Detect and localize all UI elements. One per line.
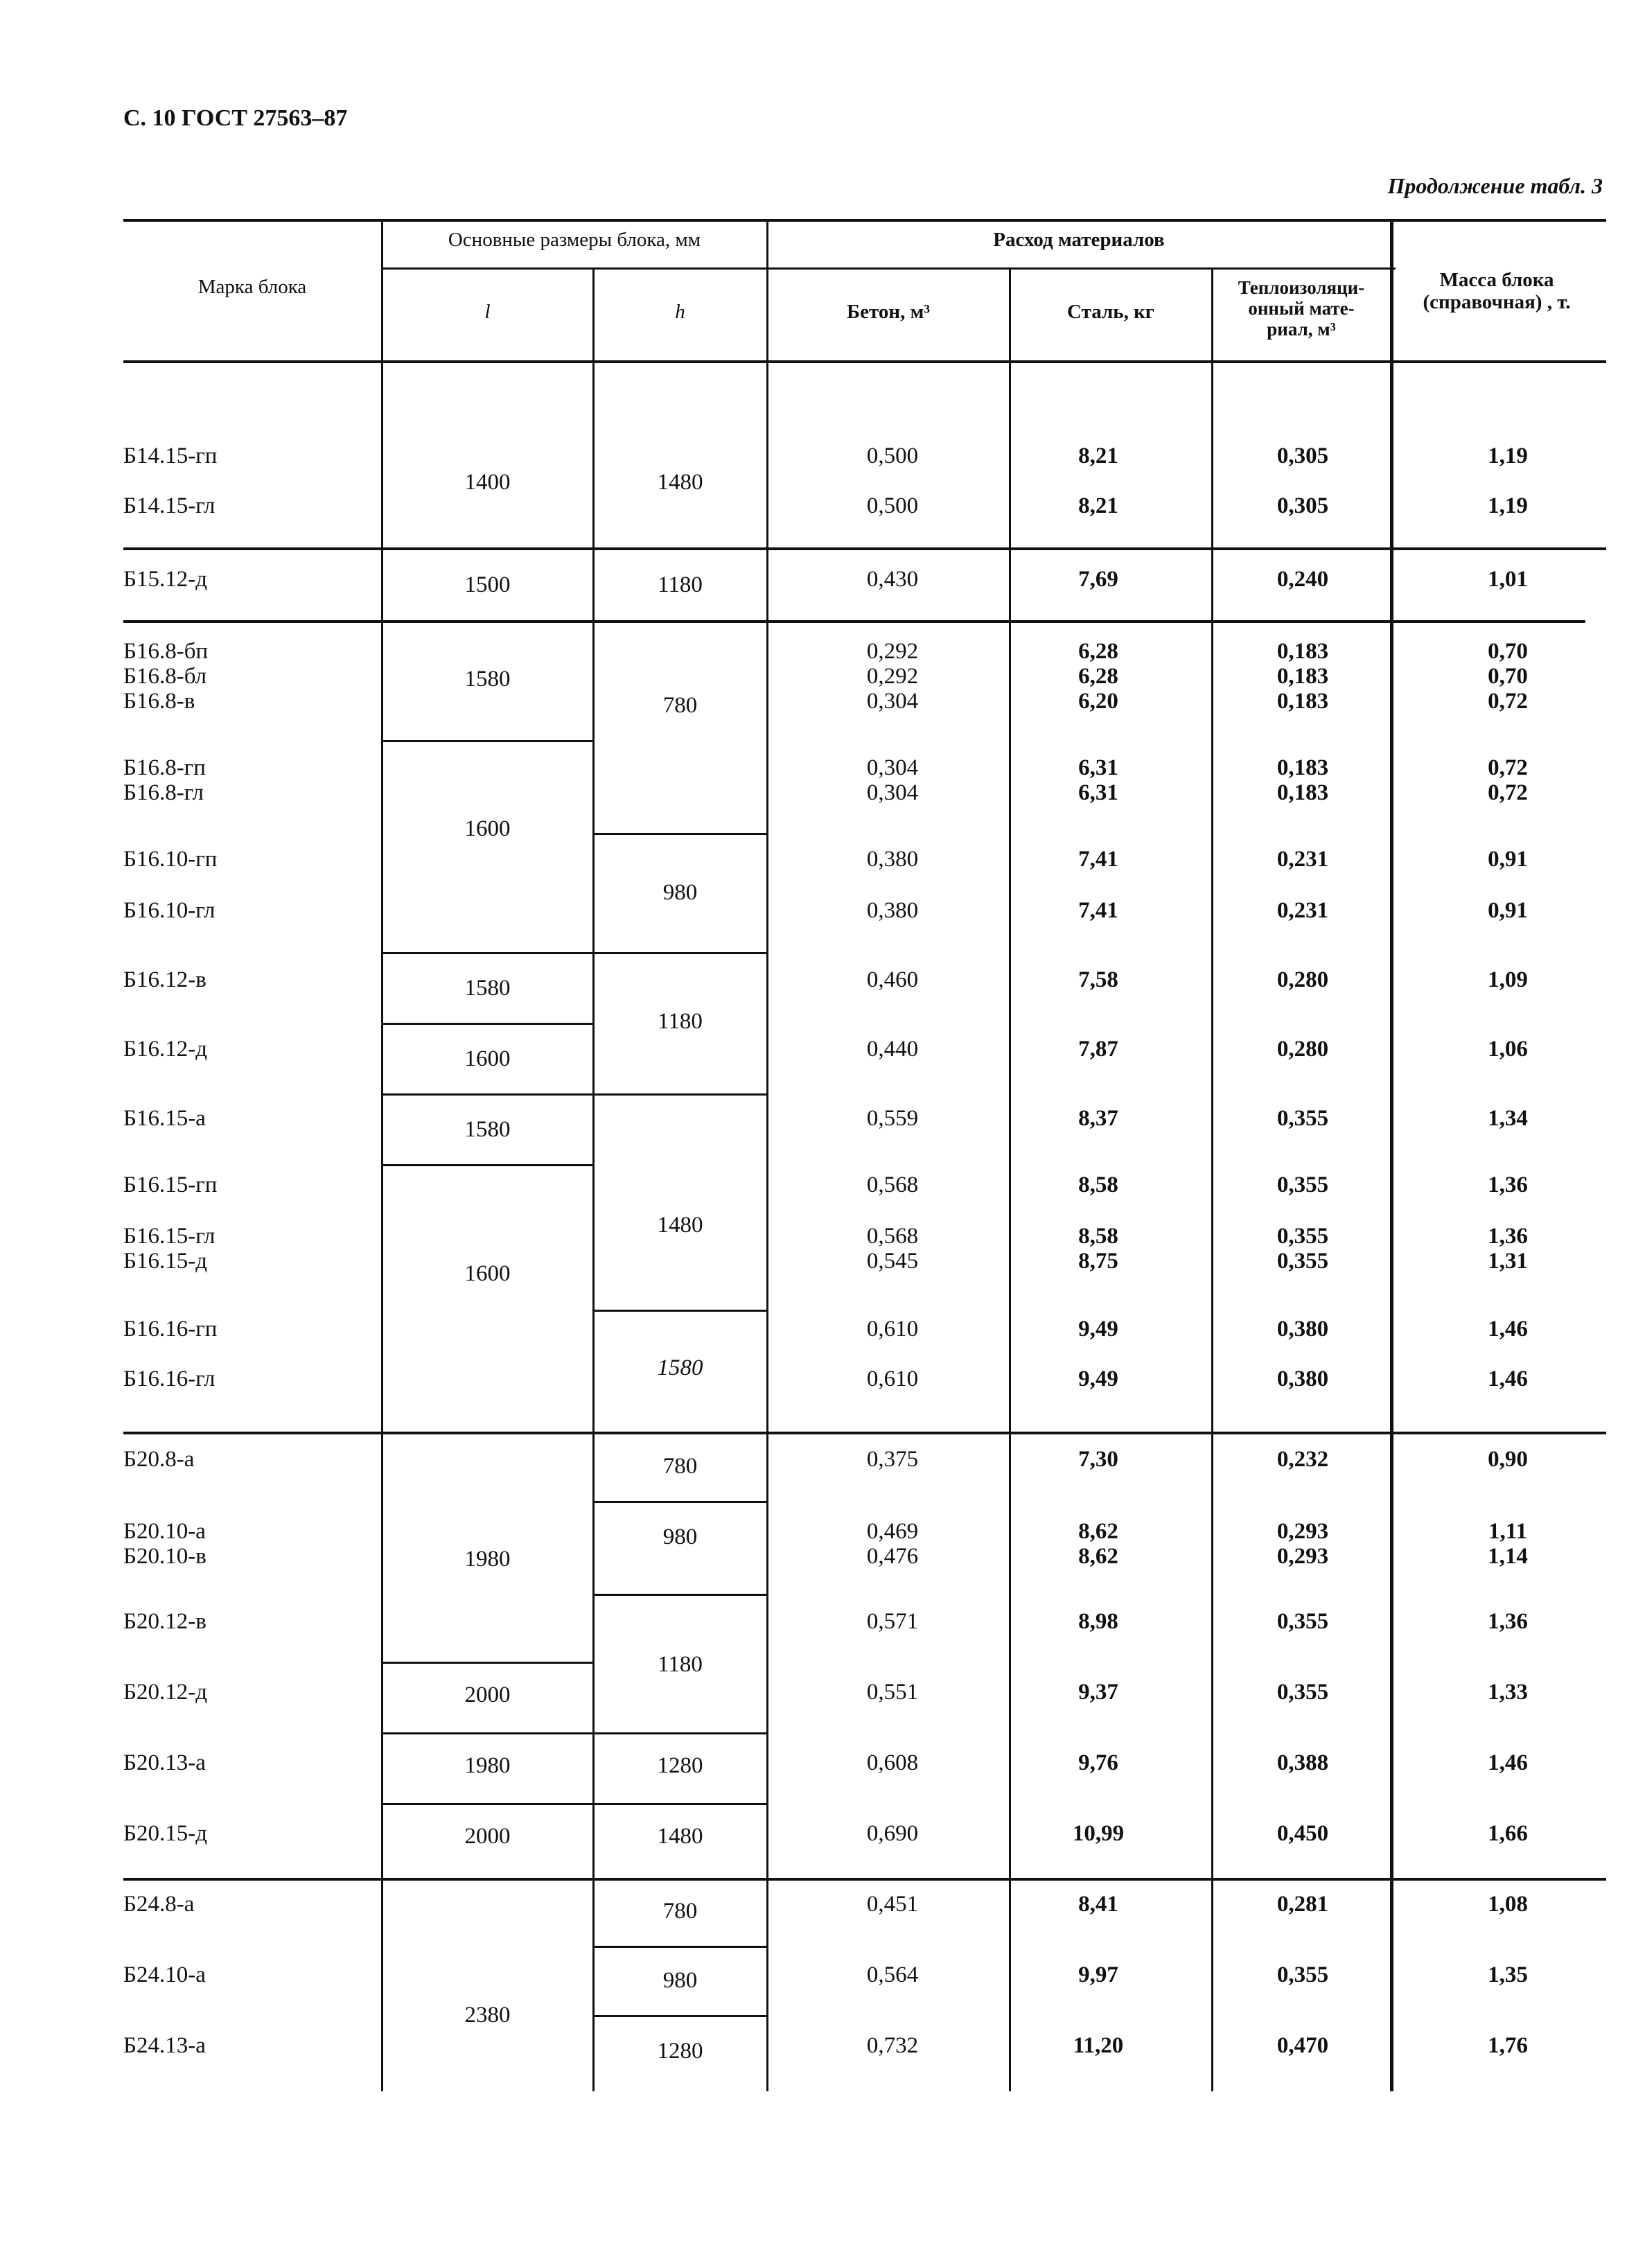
- stal-value: 8,21: [1078, 443, 1118, 468]
- mass-value: 1,46: [1488, 1317, 1528, 1342]
- header-stal: Сталь, кг: [1067, 301, 1154, 323]
- block-mark: Б16.8-бп: [123, 639, 209, 664]
- block-mark: Б16.15-гл: [123, 1224, 216, 1249]
- stal-value: 6,28: [1078, 664, 1118, 689]
- block-mark: Б16.16-гп: [123, 1317, 218, 1342]
- beton-value: 0,610: [866, 1317, 919, 1342]
- block-mark: Б24.13-а: [123, 2033, 206, 2058]
- block-mark: Б16.16-гл: [123, 1366, 216, 1391]
- mass-value: 1,35: [1488, 1962, 1528, 1987]
- tepl-value: 0,355: [1276, 1249, 1329, 1274]
- header-sizes: Основные размеры блока, мм: [448, 229, 701, 251]
- block-mark: Б14.15-гп: [123, 443, 218, 468]
- mass-value: 1,19: [1488, 443, 1528, 468]
- size-h-cell: 980: [662, 880, 698, 905]
- mass-value: 1,66: [1488, 1821, 1528, 1846]
- mass-value: 1,34: [1488, 1106, 1528, 1131]
- block-mark: Б16.15-гп: [123, 1172, 218, 1197]
- beton-value: 0,451: [866, 1892, 919, 1917]
- page-header: С. 10 ГОСТ 27563–87: [123, 105, 348, 131]
- stal-value: 9,49: [1078, 1366, 1118, 1391]
- beton-value: 0,476: [866, 1544, 919, 1569]
- size-l-cell: 1980: [464, 1547, 511, 1572]
- block-mark: Б24.8-а: [123, 1892, 195, 1917]
- block-mark: Б20.12-в: [123, 1609, 206, 1634]
- tepl-value: 0,380: [1276, 1317, 1329, 1342]
- block-mark: Б16.15-а: [123, 1106, 206, 1131]
- tepl-value: 0,355: [1276, 1609, 1329, 1634]
- tepl-value: 0,355: [1276, 1224, 1329, 1249]
- beton-value: 0,608: [866, 1750, 919, 1775]
- beton-value: 0,732: [866, 2033, 919, 2058]
- beton-value: 0,380: [866, 847, 919, 872]
- tepl-value: 0,380: [1276, 1366, 1329, 1391]
- mass-value: 0,90: [1488, 1447, 1528, 1472]
- size-h-cell: 980: [662, 1524, 698, 1549]
- stal-value: 7,87: [1078, 1037, 1118, 1062]
- stal-value: 7,69: [1078, 567, 1118, 592]
- block-mark: Б16.12-д: [123, 1037, 207, 1062]
- tepl-value: 0,183: [1276, 689, 1329, 714]
- mass-value: 0,91: [1488, 847, 1528, 872]
- stal-value: 6,20: [1078, 689, 1118, 714]
- tepl-value: 0,355: [1276, 1962, 1329, 1987]
- size-l-cell: 1580: [464, 976, 511, 1001]
- block-mark: Б20.8-а: [123, 1447, 195, 1472]
- block-mark: Б16.8-бл: [123, 664, 207, 689]
- block-mark: Б20.10-в: [123, 1544, 206, 1569]
- tepl-value: 0,183: [1276, 780, 1329, 805]
- mass-value: 0,72: [1488, 780, 1528, 805]
- block-mark: Б16.12-в: [123, 967, 206, 992]
- mass-value: 1,36: [1488, 1224, 1528, 1249]
- beton-value: 0,304: [866, 780, 919, 805]
- block-mark: Б14.15-гл: [123, 493, 216, 518]
- size-l-cell: 1600: [464, 1046, 511, 1071]
- header-size-l: l: [484, 301, 491, 323]
- mass-value: 1,46: [1488, 1750, 1528, 1775]
- size-l-cell: 1580: [464, 1117, 511, 1142]
- block-mark: Б20.13-а: [123, 1750, 206, 1775]
- beton-value: 0,469: [866, 1519, 919, 1544]
- stal-value: 8,37: [1078, 1106, 1118, 1131]
- beton-value: 0,551: [866, 1680, 919, 1705]
- stal-value: 9,76: [1078, 1750, 1118, 1775]
- size-h-cell: 1180: [658, 1652, 703, 1677]
- stal-value: 8,62: [1078, 1544, 1118, 1569]
- header-materials: Расход материалов: [993, 229, 1165, 251]
- stal-value: 7,30: [1078, 1447, 1118, 1472]
- size-l-cell: 2000: [464, 1682, 511, 1707]
- block-mark: Б16.8-гл: [123, 780, 204, 805]
- beton-value: 0,568: [866, 1172, 919, 1197]
- mass-value: 1,09: [1488, 967, 1528, 992]
- beton-value: 0,440: [866, 1037, 919, 1062]
- stal-value: 7,41: [1078, 898, 1118, 923]
- stal-value: 8,58: [1078, 1172, 1118, 1197]
- mass-value: 0,72: [1488, 755, 1528, 780]
- stal-value: 8,58: [1078, 1224, 1118, 1249]
- block-mark: Б16.8-в: [123, 689, 195, 714]
- block-mark: Б16.15-д: [123, 1249, 207, 1274]
- mass-value: 1,46: [1488, 1366, 1528, 1391]
- size-h-cell: 780: [662, 1454, 698, 1479]
- header-size-h: h: [675, 301, 685, 323]
- tepl-value: 0,305: [1276, 493, 1329, 518]
- tepl-value: 0,231: [1276, 847, 1329, 872]
- stal-value: 8,41: [1078, 1892, 1118, 1917]
- tepl-value: 0,280: [1276, 967, 1329, 992]
- header-mass: Масса блока (справочная) , т.: [1423, 269, 1571, 314]
- stal-value: 8,75: [1078, 1249, 1118, 1274]
- mass-value: 1,08: [1488, 1892, 1528, 1917]
- size-l-cell: 1600: [464, 816, 511, 841]
- mass-value: 1,06: [1488, 1037, 1528, 1062]
- mass-value: 1,76: [1488, 2033, 1528, 2058]
- beton-value: 0,500: [866, 443, 919, 468]
- size-l-cell: 2000: [464, 1824, 511, 1849]
- beton-value: 0,380: [866, 898, 919, 923]
- tepl-value: 0,183: [1276, 639, 1329, 664]
- tepl-value: 0,183: [1276, 664, 1329, 689]
- beton-value: 0,610: [866, 1366, 919, 1391]
- tepl-value: 0,388: [1276, 1750, 1329, 1775]
- mass-value: 0,91: [1488, 898, 1528, 923]
- mass-value: 1,36: [1488, 1172, 1528, 1197]
- stal-value: 6,31: [1078, 755, 1118, 780]
- size-h-cell: 1480: [657, 1824, 703, 1849]
- stal-value: 7,41: [1078, 847, 1118, 872]
- size-h-cell: 780: [662, 693, 698, 718]
- mass-value: 0,70: [1488, 664, 1528, 689]
- size-h-cell: 1180: [658, 572, 703, 597]
- beton-value: 0,460: [866, 967, 919, 992]
- tepl-value: 0,281: [1276, 1892, 1329, 1917]
- header-tepl: Теплоизоляци- онный мате- риал, м³: [1238, 277, 1365, 340]
- beton-value: 0,568: [866, 1224, 919, 1249]
- mass-value: 0,70: [1488, 639, 1528, 664]
- tepl-value: 0,355: [1276, 1106, 1329, 1131]
- tepl-value: 0,470: [1276, 2033, 1329, 2058]
- tepl-value: 0,293: [1276, 1519, 1329, 1544]
- tepl-value: 0,305: [1276, 443, 1329, 468]
- tepl-value: 0,355: [1276, 1680, 1329, 1705]
- mass-value: 1,19: [1488, 493, 1528, 518]
- beton-value: 0,571: [866, 1609, 919, 1634]
- size-h-cell: 1180: [658, 1009, 703, 1034]
- size-l-cell: 2380: [464, 2003, 511, 2028]
- tepl-value: 0,450: [1276, 1821, 1329, 1846]
- stal-value: 7,58: [1078, 967, 1118, 992]
- mass-value: 0,72: [1488, 689, 1528, 714]
- tepl-value: 0,240: [1276, 567, 1329, 592]
- mass-value: 1,01: [1488, 567, 1528, 592]
- stal-value: 8,62: [1078, 1519, 1118, 1544]
- beton-value: 0,375: [866, 1447, 919, 1472]
- tepl-value: 0,231: [1276, 898, 1329, 923]
- stal-value: 9,37: [1078, 1680, 1118, 1705]
- header-beton: Бетон, м³: [846, 301, 931, 323]
- size-h-cell: 1580: [657, 1355, 703, 1380]
- stal-value: 6,31: [1078, 780, 1118, 805]
- tepl-value: 0,232: [1276, 1447, 1329, 1472]
- stal-value: 10,99: [1072, 1821, 1125, 1846]
- block-mark: Б16.8-гп: [123, 755, 206, 780]
- beton-value: 0,304: [866, 689, 919, 714]
- block-mark: Б15.12-д: [123, 567, 207, 592]
- mass-value: 1,36: [1488, 1609, 1528, 1634]
- mass-value: 1,31: [1488, 1249, 1528, 1274]
- beton-value: 0,545: [866, 1249, 919, 1274]
- size-h-cell: 980: [662, 1968, 698, 1993]
- beton-value: 0,304: [866, 755, 919, 780]
- tepl-value: 0,183: [1276, 755, 1329, 780]
- block-mark: Б20.12-д: [123, 1680, 207, 1705]
- beton-value: 0,559: [866, 1106, 919, 1131]
- block-mark: Б16.10-гл: [123, 898, 216, 923]
- block-mark: Б24.10-а: [123, 1962, 206, 1987]
- mass-value: 1,14: [1488, 1544, 1528, 1569]
- mass-value: 1,33: [1488, 1680, 1528, 1705]
- stal-value: 6,28: [1078, 639, 1118, 664]
- size-h-cell: 1480: [657, 470, 703, 495]
- block-mark: Б16.10-гп: [123, 847, 218, 872]
- tepl-value: 0,293: [1276, 1544, 1329, 1569]
- beton-value: 0,292: [866, 639, 919, 664]
- tepl-value: 0,280: [1276, 1037, 1329, 1062]
- beton-value: 0,500: [866, 493, 919, 518]
- beton-value: 0,564: [866, 1962, 919, 1987]
- size-l-cell: 1980: [464, 1753, 511, 1778]
- stal-value: 8,21: [1078, 493, 1118, 518]
- beton-value: 0,292: [866, 664, 919, 689]
- size-h-cell: 780: [662, 1899, 698, 1924]
- mass-value: 1,11: [1488, 1519, 1527, 1544]
- continuation-label: Продолжение табл. 3: [1387, 173, 1603, 198]
- stal-value: 8,98: [1078, 1609, 1118, 1634]
- size-l-cell: 1580: [464, 667, 511, 692]
- size-l-cell: 1600: [464, 1261, 511, 1286]
- size-l-cell: 1400: [464, 470, 511, 495]
- stal-value: 9,49: [1078, 1317, 1118, 1342]
- beton-value: 0,690: [866, 1821, 919, 1846]
- size-h-cell: 1280: [657, 2039, 703, 2064]
- size-h-cell: 1280: [657, 1753, 703, 1778]
- block-mark: Б20.15-д: [123, 1821, 207, 1846]
- tepl-value: 0,355: [1276, 1172, 1329, 1197]
- stal-value: 11,20: [1073, 2033, 1124, 2058]
- stal-value: 9,97: [1078, 1962, 1118, 1987]
- size-l-cell: 1500: [464, 572, 511, 597]
- header-mark: Марка блока: [197, 276, 307, 298]
- beton-value: 0,430: [866, 567, 919, 592]
- block-mark: Б20.10-а: [123, 1519, 206, 1544]
- size-h-cell: 1480: [657, 1213, 703, 1238]
